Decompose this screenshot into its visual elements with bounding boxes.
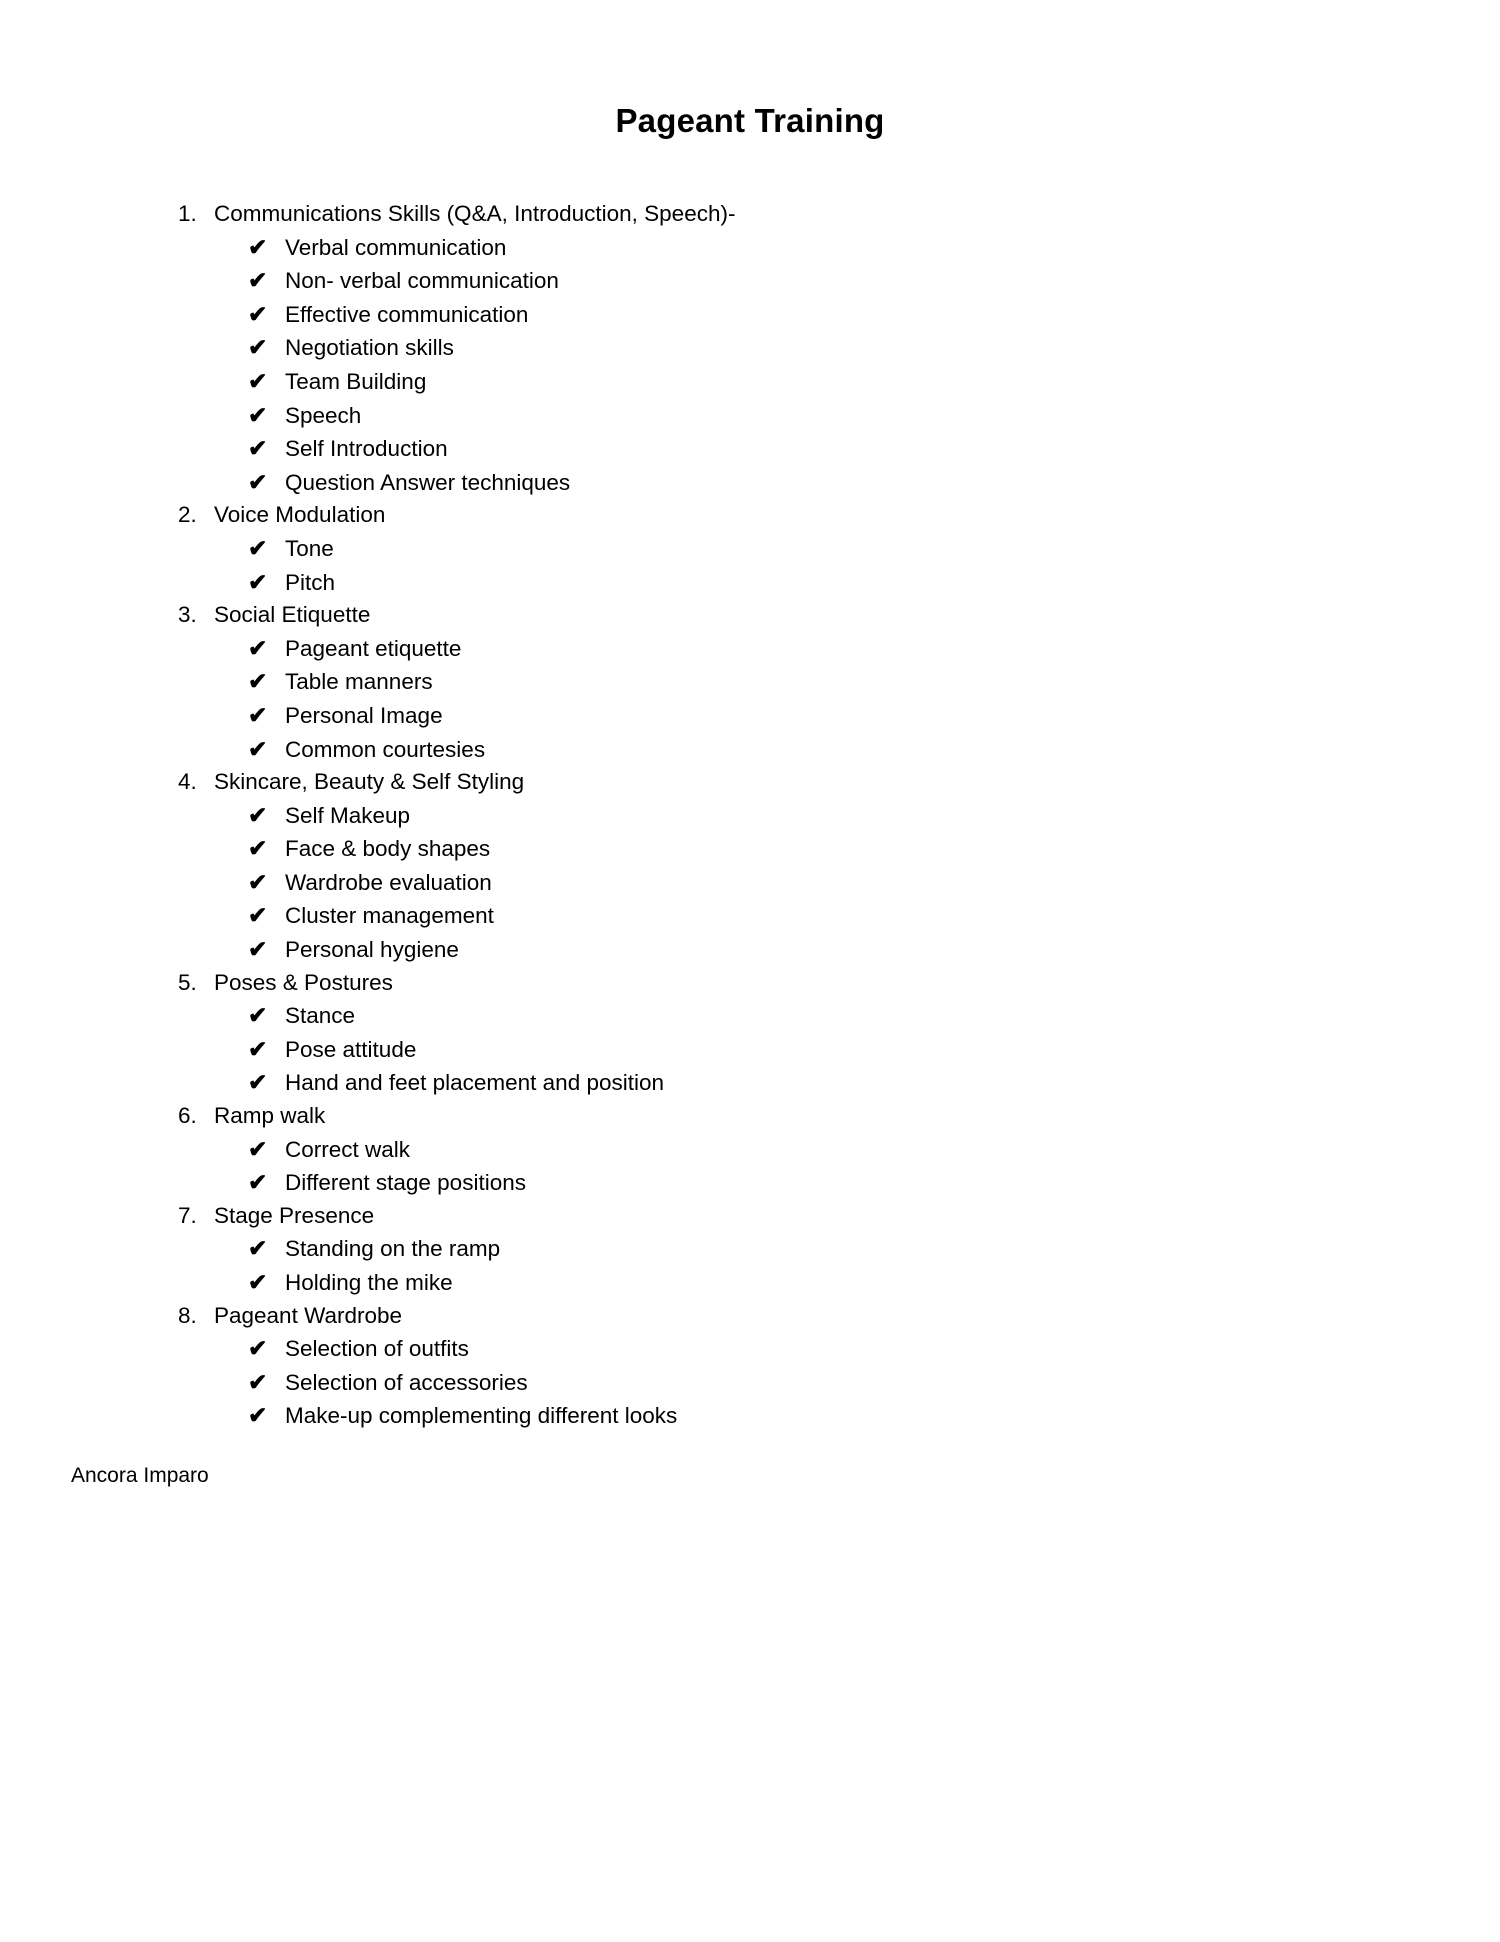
checkmark-icon: ✔ (248, 300, 268, 327)
check-item (178, 1399, 1410, 1433)
check-item (178, 1266, 1410, 1300)
check-item-label: Self Makeup (285, 802, 411, 828)
section-number: 4. (178, 769, 197, 795)
check-item (178, 532, 1410, 566)
check-item (178, 1066, 1410, 1100)
section-number: 7. (178, 1202, 197, 1228)
section-number: 3. (178, 602, 197, 628)
section-title: Voice Modulation (214, 502, 386, 528)
section-heading (178, 1300, 1410, 1333)
training-outline (178, 198, 1410, 1433)
check-item-label: Pitch (285, 569, 336, 595)
section-number: 2. (178, 502, 197, 528)
checkmark-icon: ✔ (248, 634, 268, 661)
checkmark-icon: ✔ (248, 1135, 268, 1162)
check-item (178, 566, 1410, 600)
check-item (178, 1133, 1410, 1167)
checkmark-icon: ✔ (248, 534, 268, 561)
checkmark-icon: ✔ (248, 367, 268, 394)
checkmark-icon: ✔ (248, 334, 268, 361)
section-heading (178, 198, 1410, 231)
check-item (178, 933, 1410, 967)
checkmark-icon: ✔ (248, 401, 268, 428)
check-item-label: Team Building (285, 368, 427, 394)
checkmark-icon: ✔ (248, 1035, 268, 1062)
check-item-label: Face & body shapes (285, 836, 491, 862)
section-heading (178, 1200, 1410, 1233)
check-item-label: Cluster management (285, 903, 494, 929)
check-item-label: Personal hygiene (285, 937, 459, 963)
section-title: Skincare, Beauty & Self Styling (214, 769, 525, 795)
checkmark-icon: ✔ (248, 1335, 268, 1362)
check-item-label: Common courtesies (285, 736, 486, 762)
check-item-label: Question Answer techniques (285, 469, 571, 495)
check-item-label: Personal Image (285, 702, 443, 728)
check-item-label: Standing on the ramp (285, 1236, 501, 1262)
section-heading (178, 967, 1410, 1000)
check-item-label: Wardrobe evaluation (285, 869, 492, 895)
section-heading (178, 499, 1410, 532)
check-item (178, 1166, 1410, 1200)
check-item (178, 264, 1410, 298)
check-item (178, 466, 1410, 500)
check-item-label: Negotiation skills (285, 335, 454, 361)
check-item-label: Different stage positions (285, 1170, 526, 1196)
checkmark-icon: ✔ (248, 668, 268, 695)
check-item-label: Table manners (285, 669, 433, 695)
checkmark-icon: ✔ (248, 1069, 268, 1096)
check-item (178, 365, 1410, 399)
check-item (178, 999, 1410, 1033)
check-item-label: Stance (285, 1003, 356, 1029)
check-item (178, 632, 1410, 666)
check-item (178, 399, 1410, 433)
checkmark-icon: ✔ (248, 1235, 268, 1262)
section-heading (178, 766, 1410, 799)
check-item (178, 832, 1410, 866)
check-item (178, 432, 1410, 466)
check-item-label: Effective communication (285, 301, 529, 327)
check-item (178, 231, 1410, 265)
check-item (178, 733, 1410, 767)
section-number: 1. (178, 201, 197, 226)
check-item-label: Selection of accessories (285, 1369, 528, 1395)
checkmark-icon: ✔ (248, 1269, 268, 1295)
check-item-label: Correct walk (285, 1136, 411, 1162)
checkmark-icon: ✔ (248, 267, 268, 294)
checkmark-icon: ✔ (248, 902, 268, 929)
section-number: 6. (178, 1103, 197, 1129)
check-item (178, 1366, 1410, 1400)
checkmark-icon: ✔ (248, 233, 268, 260)
check-item-label: Pageant etiquette (285, 635, 462, 661)
check-item-label: Make-up complementing different looks (285, 1403, 678, 1429)
check-item-label: Self Introduction (285, 436, 448, 462)
section-number: 8. (178, 1302, 197, 1328)
checkmark-icon: ✔ (248, 868, 268, 895)
check-item (178, 665, 1410, 699)
check-item-label: Pose attitude (285, 1036, 417, 1062)
check-item-label: Non- verbal communication (285, 268, 559, 294)
checkmark-icon: ✔ (248, 435, 268, 462)
checkmark-icon: ✔ (248, 835, 268, 862)
check-item (178, 1033, 1410, 1067)
section-title: Communications Skills (Q&A, Introduction, Speech)- (214, 201, 736, 226)
section-title: Poses & Postures (214, 969, 393, 995)
section-title: Social Etiquette (214, 602, 371, 628)
check-item (178, 1332, 1410, 1366)
check-item (178, 866, 1410, 900)
section-heading (178, 1100, 1410, 1133)
checkmark-icon: ✔ (248, 1368, 268, 1395)
section-number: 5. (178, 969, 197, 995)
checkmark-icon: ✔ (248, 468, 268, 495)
checkmark-icon: ✔ (248, 1169, 268, 1196)
checkmark-icon: ✔ (248, 1402, 268, 1429)
check-item (178, 1232, 1410, 1266)
check-item-label: Tone (285, 535, 334, 561)
check-item (178, 899, 1410, 933)
section-title: Stage Presence (214, 1202, 375, 1228)
checkmark-icon: ✔ (248, 936, 268, 963)
footer-text: Ancora Imparo (71, 1464, 209, 1487)
page-title: Pageant Training (615, 102, 885, 139)
check-item (178, 298, 1410, 332)
check-item-label: Speech (285, 402, 362, 428)
checkmark-icon: ✔ (248, 1002, 268, 1029)
check-item (178, 331, 1410, 365)
section-heading (178, 599, 1410, 632)
checkmark-icon: ✔ (248, 801, 268, 828)
checkmark-icon: ✔ (248, 735, 268, 762)
check-item (178, 799, 1410, 833)
check-item-label: Hand and feet placement and position (285, 1070, 665, 1096)
section-title: Ramp walk (214, 1103, 326, 1129)
checkmark-icon: ✔ (248, 701, 268, 728)
check-item-label: Verbal communication (285, 234, 507, 260)
section-title: Pageant Wardrobe (214, 1302, 403, 1328)
check-item (178, 699, 1410, 733)
check-item-label: Holding the mike (285, 1270, 453, 1295)
checkmark-icon: ✔ (248, 568, 268, 595)
check-item-label: Selection of outfits (285, 1336, 469, 1362)
